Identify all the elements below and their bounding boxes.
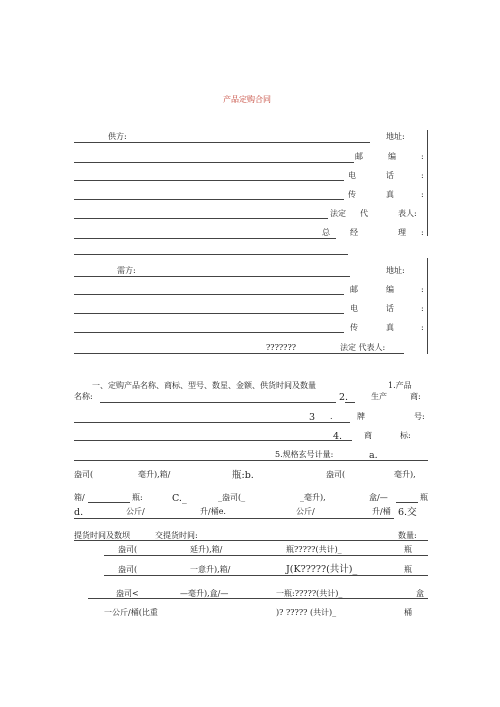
- row-d-6: 6.交: [398, 507, 417, 518]
- buyer-line-4: [74, 353, 404, 354]
- delivery-time-label: 交提货时间:: [155, 531, 198, 540]
- item-5-line: [74, 460, 428, 461]
- supplier-phone-1: 电: [348, 171, 356, 180]
- line3-4: 盒: [416, 589, 424, 598]
- line3-1: 盎司<: [116, 589, 139, 598]
- buyer-phone-3: :: [421, 304, 424, 313]
- row-a-1: 盎司(: [74, 470, 94, 479]
- supplier-address-label: 地址:: [386, 132, 405, 141]
- delivery-label: 提货时间及数坝: [74, 531, 130, 540]
- buyer-phone-2: 话: [386, 304, 394, 313]
- section-1-heading: 一、定购产品名称、商标、型号、数星、金额、供货时间及数量: [92, 381, 316, 390]
- buyer-fax-2: 真: [386, 323, 394, 332]
- item-5-label: 5.规格玄号计量:: [275, 450, 334, 459]
- row-a-3: 瓶:b.: [232, 470, 254, 481]
- row-b-7: 瓶: [420, 493, 428, 502]
- buyer-label: 需方:: [117, 266, 136, 275]
- buyer-right-border: [427, 258, 428, 354]
- row-b-line-2: [396, 502, 418, 503]
- delivery-line: [74, 540, 428, 541]
- buyer-line-3: [74, 332, 344, 333]
- buyer-garbled: ???????: [266, 343, 297, 352]
- row-d-3: 升/桶e.: [200, 507, 226, 516]
- supplier-fax-1: 传: [348, 190, 356, 199]
- line3-3: 一瓶:?????(共计)_: [276, 589, 343, 598]
- supplier-line-3: [74, 199, 344, 200]
- row-d-2: 公斤/: [126, 507, 145, 516]
- row-b-1: 箱/: [74, 493, 85, 502]
- supplier-fax-3: :: [421, 190, 424, 199]
- supplier-manager-4: :: [421, 228, 424, 237]
- buyer-fax-3: :: [421, 323, 424, 332]
- row-b-3: C._: [172, 493, 187, 504]
- line4-2: )? ????? (共计)_: [276, 608, 337, 617]
- line2-3: J(K?????(共计)_: [286, 564, 358, 575]
- supplier-line-5: [74, 238, 336, 239]
- supplier-manager-3: 理: [398, 228, 406, 237]
- product-name-label: 名称:: [74, 392, 93, 401]
- producer-label-1: 生产: [371, 392, 387, 401]
- supplier-manager-2: 经: [350, 228, 358, 237]
- row-d-line: [74, 518, 394, 519]
- item-3-dot: .: [330, 412, 333, 421]
- row-a-4: 盎司(: [326, 470, 346, 479]
- supplier-line-1: [74, 162, 354, 163]
- supplier-line-4: [74, 218, 328, 219]
- producer-label-2: 商:: [410, 392, 421, 401]
- row-b-6: 盒/—: [369, 493, 388, 502]
- supplier-manager-1: 总: [322, 228, 330, 237]
- supplier-postcode-2: 编: [388, 152, 396, 161]
- row-d-1: d.: [74, 507, 84, 518]
- supplier-postcode-1: 邮: [355, 152, 363, 161]
- line2-2: 一意升),箱/: [190, 565, 231, 574]
- brand-label-2: 号:: [414, 412, 425, 421]
- supplier-legal-2: 代: [360, 209, 368, 218]
- buyer-postcode-2: 编: [386, 285, 394, 294]
- page-title: 产品定购合同: [223, 95, 271, 104]
- row-d-5: 升/桶: [372, 507, 391, 516]
- item-3-label: 3: [309, 412, 316, 423]
- supplier-legal-3: 表人:: [398, 209, 417, 218]
- buyer-top-line: [74, 254, 348, 255]
- item-4-label: 4.: [333, 431, 343, 442]
- supplier-line-2: [74, 180, 344, 181]
- row-b-5: _毫升),: [300, 493, 326, 502]
- item-3-line: [74, 422, 350, 423]
- row-b-line-1: [88, 502, 130, 503]
- delivery-qty-label: 数量:: [398, 531, 417, 540]
- trademark-label-1: 商: [364, 431, 372, 440]
- line2-1: 盎司(: [118, 565, 138, 574]
- buyer-phone-1: 电: [350, 304, 358, 313]
- row-b-4: _盎司(_: [218, 493, 246, 502]
- trademark-label-2: 标:: [400, 431, 411, 440]
- row-d-4: 公斤/: [296, 507, 315, 516]
- supplier-phone-2: 话: [386, 171, 394, 180]
- buyer-postcode-3: :: [421, 285, 424, 294]
- buyer-postcode-1: 邮: [350, 285, 358, 294]
- line4-3: 桶: [404, 608, 412, 617]
- line1-2: 延升),箱/: [190, 545, 223, 554]
- supplier-name-line: [74, 142, 370, 143]
- row-a-2: 毫升),箱/: [138, 470, 171, 479]
- line4-1: 一公斤/桶(比重: [104, 608, 158, 617]
- buyer-fax-1: 传: [350, 323, 358, 332]
- item-4-line: [74, 440, 352, 441]
- row-b-2: 瓶:: [132, 493, 143, 502]
- item-2-label: 2.: [339, 392, 349, 403]
- supplier-legal-1: 法定: [330, 209, 346, 218]
- supplier-phone-3: :: [421, 171, 424, 180]
- line2-4: 瓶: [404, 565, 412, 574]
- buyer-address-label: 地址:: [386, 266, 405, 275]
- item-2-line: [345, 402, 355, 403]
- supplier-right-border: [427, 130, 428, 236]
- line1-rule: [104, 555, 428, 556]
- buyer-legal-rep: 法定 代表人:: [340, 343, 386, 352]
- buyer-name-line: [74, 276, 350, 277]
- buyer-line-1: [74, 294, 344, 295]
- spec-a-label: a.: [369, 450, 378, 461]
- product-name-line: [100, 402, 336, 403]
- line3-2: —毫升),盒/—: [180, 589, 229, 598]
- brand-label-1: 牌: [357, 412, 365, 421]
- line2-rule: [104, 575, 428, 576]
- buyer-line-2: [74, 313, 344, 314]
- line1-1: 盎司(: [118, 545, 138, 554]
- line3-rule: [88, 598, 428, 599]
- supplier-fax-2: 真: [386, 190, 394, 199]
- item-1-label: 1.产品: [388, 381, 412, 390]
- row-a-5: 毫升),: [394, 470, 416, 479]
- supplier-label: 供方:: [108, 132, 127, 141]
- line1-3: 瓶?????(共计)_: [286, 545, 342, 554]
- line1-4: 瓶: [404, 545, 412, 554]
- supplier-postcode-3: :: [421, 152, 424, 161]
